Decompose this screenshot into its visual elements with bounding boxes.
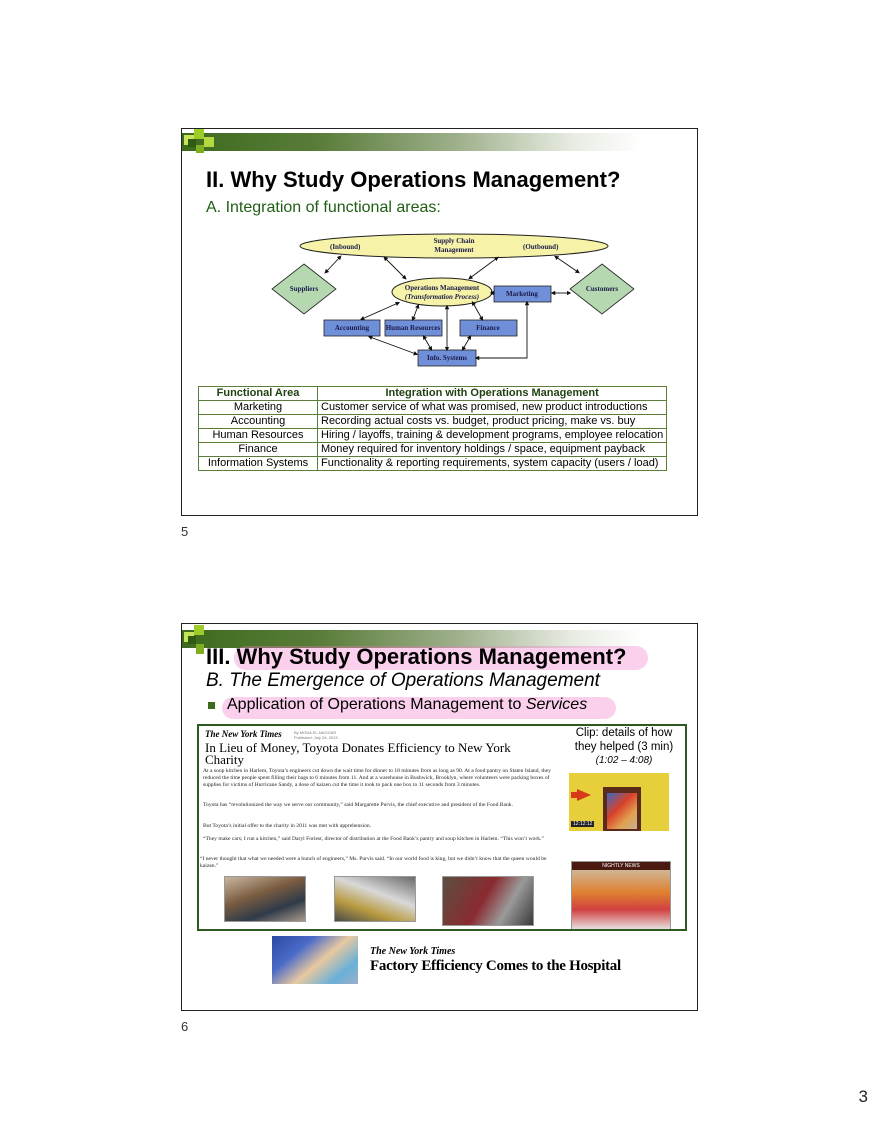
svg-text:Supply Chain: Supply Chain: [433, 237, 475, 245]
table-row: [199, 429, 667, 443]
slide-number: 6: [181, 1019, 189, 1034]
article-headline: In Lieu of Money, Toyota Donates Efficiency to New York Charity: [205, 740, 511, 767]
article-paragraph: At a soup kitchen in Harlem, Toyota’s engineers cut down the wait time for dinner to 18 minutes from as long as 90. At a food pantry on Staten Island, they reduced the time people spent filling their bags to 6 minutes from 11. And at a warehouse in Bushwick, Brooklyn, where volunteers were packing boxes of supplies for victims of Hurricane Sandy, a dose of kaizen cut the time it took to pack one box to 11 seconds from 3 minutes.: [203, 768, 551, 788]
table-cell: Money required for inventory holdings / space, equipment payback: [318, 443, 667, 457]
deco-square: [188, 139, 196, 147]
nyt-logo: The New York Times: [205, 729, 282, 739]
nyt-logo: The New York Times: [370, 946, 456, 957]
video-thumbnail[interactable]: [569, 773, 669, 831]
box-graphic: [603, 787, 641, 831]
clip-caption: [559, 726, 687, 768]
svg-text:Suppliers: Suppliers: [289, 285, 319, 293]
article-box: [197, 724, 687, 931]
svg-text:Info. Systems: Info. Systems: [426, 354, 468, 362]
header-gradient-bar: [182, 133, 642, 151]
arrow-icon: [577, 789, 591, 801]
video-timestamp: 12:12:12: [573, 821, 593, 827]
inbound-label: (Inbound): [330, 243, 361, 251]
bullet-square-icon: [208, 702, 215, 709]
deco-square: [194, 625, 204, 635]
article-headline: Factory Efficiency Comes to the Hospital: [370, 958, 621, 974]
photo-soup-kitchen: [224, 876, 306, 922]
table-cell: Hiring / layoffs, training & development programs, employee relocation: [318, 429, 667, 443]
svg-text:(Outbound): (Outbound): [523, 243, 559, 251]
integration-diagram: [270, 232, 640, 377]
table-row: [199, 415, 667, 429]
table-cell: Functionality & reporting requirements, system capacity (users / load): [318, 457, 667, 471]
slide-subtitle: B. The Emergence of Operations Management: [206, 670, 600, 691]
photo-hospital: [272, 936, 358, 984]
table-cell: Marketing: [199, 401, 318, 415]
slide-5: [181, 128, 698, 516]
column-header: Functional Area: [199, 387, 318, 401]
svg-text:Customers: Customers: [585, 285, 619, 293]
slide-number: 5: [181, 524, 189, 539]
photo-nightly-news: [571, 861, 671, 931]
bullet-item: [208, 696, 587, 714]
svg-text:Management: Management: [434, 246, 474, 254]
svg-text:Finance: Finance: [476, 324, 500, 332]
article-paragraph: “They make cars; I run a kitchen,” said Daryl Foriest, director of distribution at the Food Bank’s pantry and soup kitchen in Harlem. “This won’t work.”: [203, 836, 544, 842]
table-cell: Recording actual costs vs. budget, product pricing, make vs. buy: [318, 415, 667, 429]
bullet-text-italic: Services: [525, 696, 588, 713]
deco-square: [196, 145, 204, 153]
table-cell: Accounting: [199, 415, 318, 429]
table-header-row: [199, 387, 667, 401]
article-byline: [294, 730, 338, 740]
table-cell: Customer service of what was promised, new product introductions: [318, 401, 667, 415]
hospital-article: [272, 934, 621, 989]
slide-6: [181, 623, 698, 1011]
deco-square: [204, 137, 214, 147]
svg-text:(Transformation Process): (Transformation Process): [404, 293, 480, 301]
table-cell: Human Resources: [199, 429, 318, 443]
functional-area-table: [198, 386, 667, 471]
table-cell: Information Systems: [199, 457, 318, 471]
table-cell: Finance: [199, 443, 318, 457]
clip-line: Clip: details of how: [575, 727, 673, 739]
article-paragraph: But Toyota’s initial offer to the charity in 2011 was met with apprehension.: [203, 823, 372, 829]
column-header: Integration with Operations Management: [318, 387, 667, 401]
clip-time: (1:02 – 4:08): [595, 755, 653, 766]
table-row: [199, 443, 667, 457]
table-row: [199, 457, 667, 471]
svg-text:Operations Management: Operations Management: [404, 284, 480, 292]
deco-square: [196, 644, 204, 654]
slide-title: II. Why Study Operations Management?: [206, 167, 621, 192]
arrow-icon-shaft: [571, 792, 579, 798]
photo-food-line: [334, 876, 416, 922]
deco-square: [194, 129, 204, 139]
clip-line: they helped (3 min): [574, 741, 674, 753]
svg-text:Accounting: Accounting: [334, 324, 370, 332]
news-banner: NIGHTLY NEWS: [572, 862, 670, 870]
bullet-text: Application of Operations Management to: [227, 696, 526, 713]
deco-square: [188, 636, 196, 644]
box-contents: [607, 793, 637, 829]
page-number: 3: [858, 1087, 868, 1106]
byline-author: By MONA EL-NAGGAR: [294, 730, 337, 735]
diagram-svg: [270, 232, 640, 377]
table-row: [199, 401, 667, 415]
slide-title: III. Why Study Operations Management?: [206, 644, 627, 669]
article-paragraph: Toyota has “revolutionized the way we serve our community,” said Margarette Purvis, the chief executive and president of the Food Bank.: [203, 802, 513, 808]
article-paragraph: “I never thought that what we needed were a bunch of engineers,” Ms. Purvis said. “In our world food is king, but we didn’t know that the queen would be kaizen.”: [200, 856, 547, 869]
photo-warehouse: [442, 876, 534, 926]
slide-subtitle: A. Integration of functional areas:: [206, 199, 441, 216]
svg-text:Human Resources: Human Resources: [385, 324, 441, 332]
byline-date: Published: July 26, 2013: [294, 735, 338, 740]
svg-text:Marketing: Marketing: [506, 290, 538, 298]
